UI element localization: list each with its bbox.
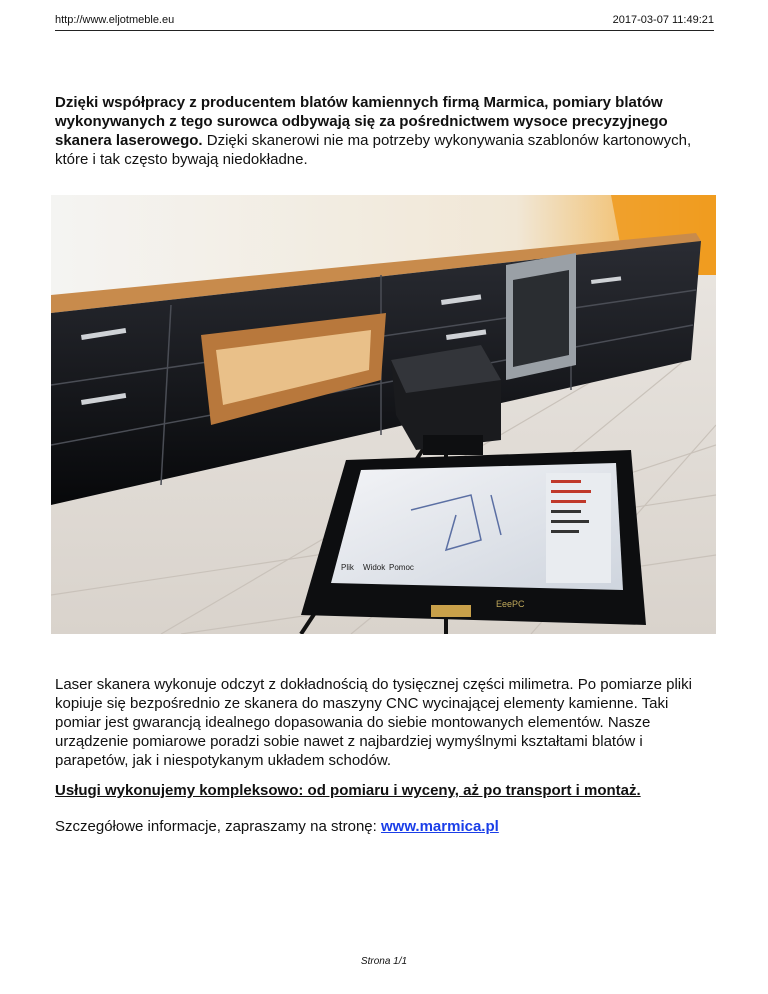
page-number: Strona 1/1 (360, 956, 408, 967)
marmica-link[interactable]: www.marmica.pl (380, 818, 499, 835)
screen-menu-text-2: Widok (363, 563, 386, 572)
info-text: Szczegółowe informacje, zapraszamy na stronę: (55, 818, 377, 835)
paragraph-services: Usługi wykonujemy kompleksowo: od pomiaru i wyceny, aż po transport i montaż. (55, 782, 641, 799)
paragraph-laser: Laser skanera wykonuje odczyt z dokładnością do tysięcznej części milimetra. Po pomiarze pliki kopiuje się bezpośrednio ze skanera do maszyny CNC wycinającej elementy kamienne. Taki pomiar jest gwarancją idealnego dopasowania do siebie montowanych elementów. Nasze urządzenie pomiarowe poradzi sobie nawet z najbardziej wymyślnymi kształtami blatów i parapetów, jak i niespotykanym układem schodów. (55, 676, 692, 769)
screen-menu-text-3: Pomoc (389, 563, 414, 572)
intro-normal-text: Dzięki skanerowi nie ma potrzeby wykonywania szablonów kartonowych, które i tak często bywają niedokładne. (55, 132, 692, 168)
header-url: http://www.eljotmeble.eu (55, 14, 175, 26)
page-header (55, 10, 714, 31)
intro-bold-text: Dzięki współpracy z producentem blatów kamiennych firmą Marmica, pomiary blatów wykonywanych z tego surowca odbywają się za pośrednictwem wysoce precyzyjnego skanera laserowego. (55, 94, 668, 149)
kitchen-scanner-photo (51, 195, 716, 634)
intro-paragraph (55, 93, 715, 169)
tablet-brand-logo: EeePC (496, 599, 525, 609)
photo-illustration (51, 195, 716, 634)
paragraph-info (55, 817, 715, 836)
header-timestamp: 2017-03-07 11:49:21 (612, 14, 714, 26)
screen-menu-text: Plik (341, 563, 354, 572)
